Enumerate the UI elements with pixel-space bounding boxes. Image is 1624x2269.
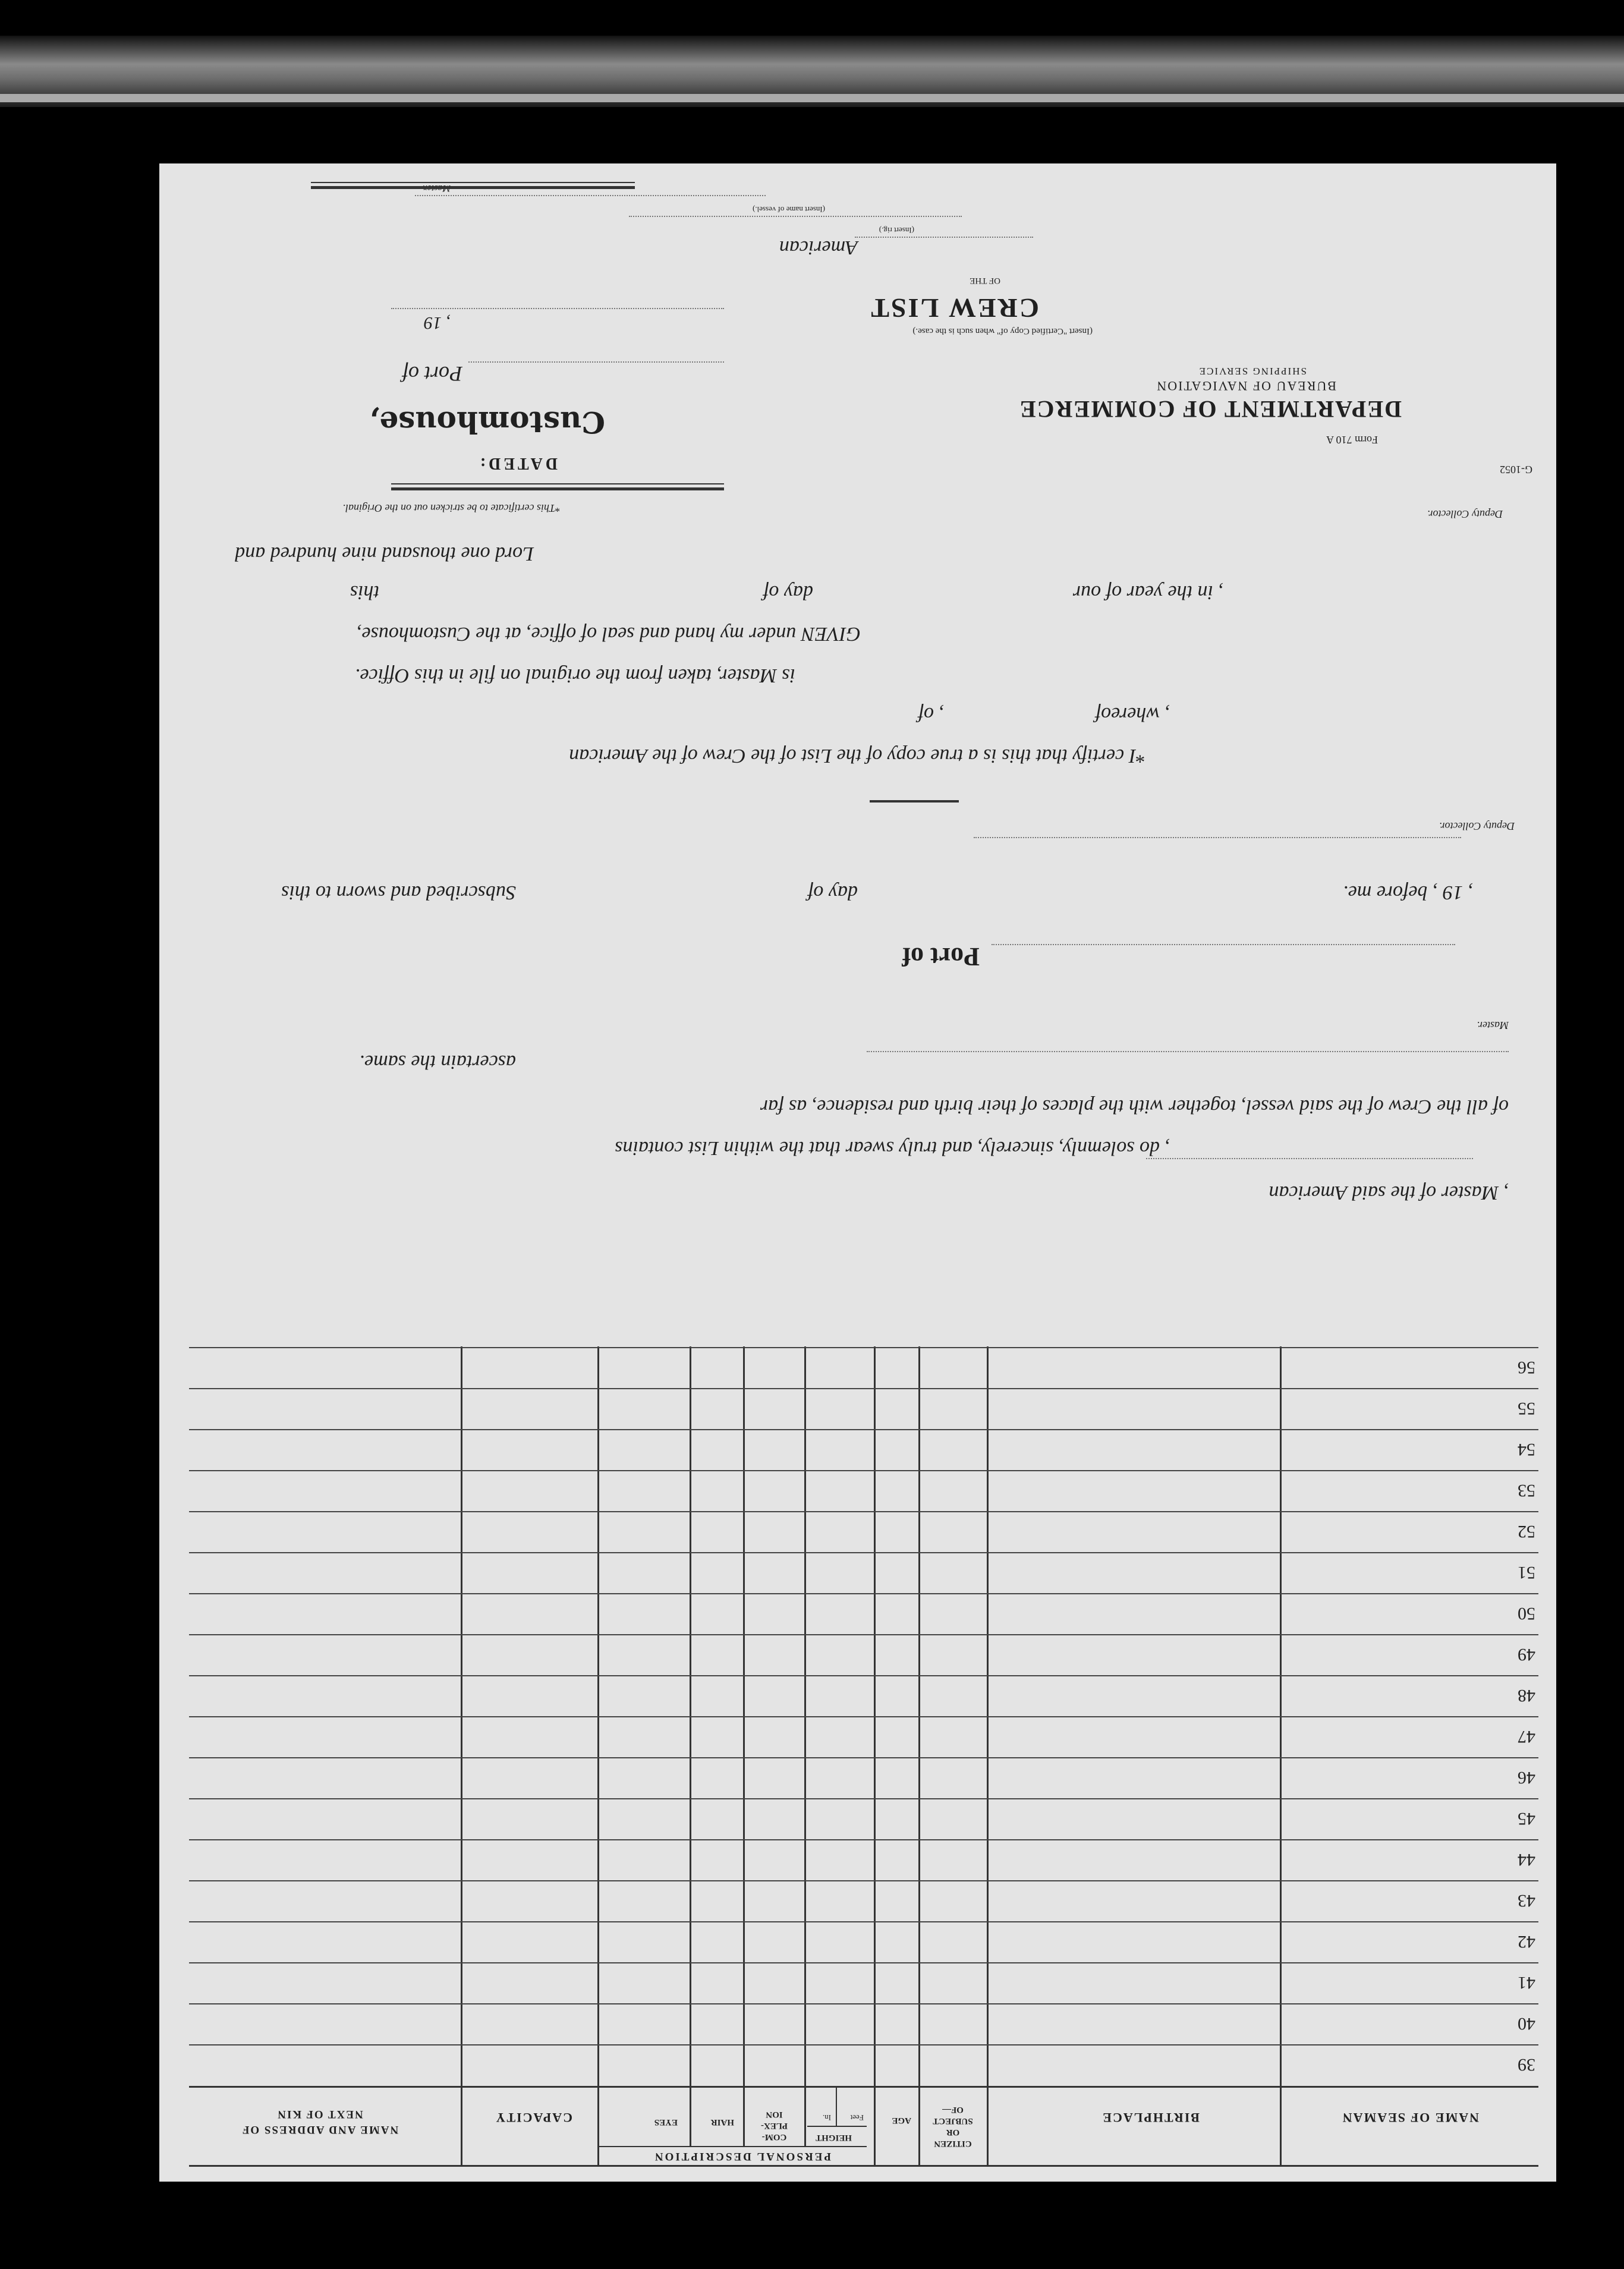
american-label: American (779, 237, 858, 259)
row-number: 56 (1518, 1358, 1535, 1377)
form-number: Form 710 A (1326, 434, 1378, 446)
header-name-of-seaman: NAME OF SEAMAN (1341, 2110, 1479, 2125)
row-number: 41 (1518, 1973, 1535, 1993)
header-citizen-l2: OR (946, 2128, 960, 2137)
of-the-label: OF THE (970, 276, 1000, 285)
insert-rig-note: (Insert rig.) (879, 226, 914, 235)
header-personal-description: PERSONAL DESCRIPTION (653, 2150, 831, 2163)
row-number: 47 (1518, 1727, 1535, 1746)
dated-label: DATED: (477, 454, 558, 473)
header-complexion-l2: PLEX- (761, 2121, 788, 2130)
certificate-line4: GIVEN under my hand and seal of office, at the Customhouse, (356, 623, 861, 645)
row-number: 39 (1518, 2055, 1535, 2075)
certificate-this: this (350, 581, 379, 603)
row-number: 42 (1518, 1932, 1535, 1952)
oath-port-of: Port of (902, 942, 980, 971)
certificate-line6: Lord one thousand nine hundred and (235, 543, 534, 565)
oath-subscribed: Subscribed and sworn to this (281, 882, 516, 904)
header-inches: In. (822, 2113, 831, 2122)
row-number: 49 (1518, 1645, 1535, 1664)
row-number: 43 (1518, 1891, 1535, 1911)
header-citizen-l4: OF— (942, 2105, 964, 2114)
header-kin-l1: NAME AND ADDRESS OF (241, 2123, 399, 2136)
certificate-line2-whereof: , whereof (1095, 703, 1170, 725)
oath-line3: of all the Crew of the said vessel, together with the places of their birth and residence, as far (760, 1096, 1509, 1118)
header-hair: HAIR (710, 2117, 734, 2127)
row-number: 46 (1518, 1768, 1535, 1787)
certificate-year-of-our: , in the year of our (1072, 581, 1223, 603)
oath-day-of: day of (807, 882, 858, 904)
oath-line1: , Master of the said American (1269, 1182, 1509, 1204)
header-feet: Feet (850, 2113, 864, 2122)
header-capacity: CAPACITY (495, 2110, 572, 2125)
bureau-title: BUREAU OF NAVIGATION (1156, 379, 1336, 394)
header-kin-l2: NEXT OF KIN (276, 2108, 363, 2120)
row-number: 53 (1518, 1481, 1535, 1500)
row-number: 44 (1518, 1850, 1535, 1870)
port-of-label: Port of (402, 362, 462, 386)
row-number: 52 (1518, 1522, 1535, 1541)
header-age: AGE (892, 2116, 911, 2125)
header-height: HEIGHT (816, 2133, 852, 2142)
oath-line4: ascertain the same. (359, 1051, 516, 1073)
dated-section (159, 163, 1556, 2182)
header-eyes: EYES (654, 2117, 678, 2127)
header-citizen-l1: CITIZEN (934, 2139, 972, 2148)
department-title: DEPARTMENT OF COMMERCE (1018, 396, 1402, 423)
g-code: G-1052 (1500, 464, 1532, 476)
insert-certified-note: (Insert "Certified Copy of" when such is the case.) (912, 326, 1093, 336)
customhouse-label: Customhouse, (369, 405, 605, 440)
row-number: 51 (1518, 1563, 1535, 1582)
header-birthplace: BIRTHPLACE (1101, 2110, 1200, 2125)
row-number: 55 (1518, 1399, 1535, 1418)
certificate-line2-of: , of (918, 703, 944, 725)
certificate-line3: is Master, taken from the original on file in this Office. (354, 665, 795, 687)
microfilm-edge-line (0, 94, 1624, 102)
row-number: 40 (1518, 2014, 1535, 2034)
oath-deputy-collector: Deputy Collector. (1439, 820, 1515, 832)
oath-master-signature: Master. (1477, 1019, 1509, 1031)
service-title: SHIPPING SERVICE (1198, 366, 1307, 377)
year-label: , 19 (424, 313, 451, 333)
row-number: 50 (1518, 1604, 1535, 1623)
certificate-footnote: *This certificate to be stricken out on the Original. (342, 502, 561, 514)
crew-list-title: CREW LIST (869, 293, 1039, 323)
oath-line2: , do solemnly, sincerely, and truly swear that the within List contains (615, 1137, 1170, 1159)
certificate-day-of: day of (763, 581, 813, 603)
header-complexion-l3: ION (766, 2110, 783, 2119)
insert-vessel-note: (Insert name of vessel.) (752, 205, 825, 214)
row-number: 48 (1518, 1686, 1535, 1705)
row-number: 54 (1518, 1440, 1535, 1459)
certificate-deputy-collector: Deputy Collector. (1427, 508, 1503, 520)
header-complexion-l1: COM- (761, 2132, 787, 2142)
header-citizen-l3: SUBJECT (933, 2116, 973, 2126)
oath-before-me: , 19 , before me. (1343, 882, 1473, 904)
row-number: 45 (1518, 1809, 1535, 1829)
certificate-line1: *I certify that this is a true copy of the List of the Crew of the American (569, 745, 1146, 767)
